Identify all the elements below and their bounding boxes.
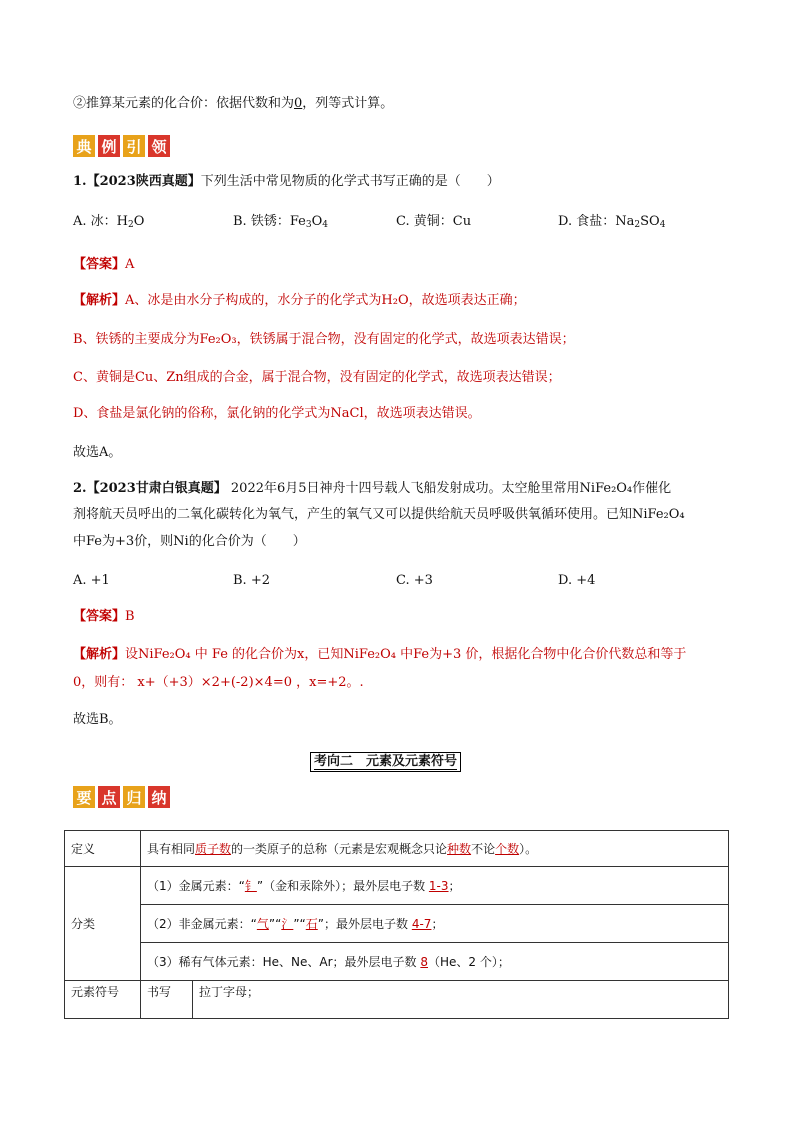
- q1-analysis-line: D、食盐是氯化钠的俗称，氯化钠的化学式为NaCl，故选项表达错误。: [73, 406, 481, 421]
- q2-stem-line: 中Fe为+3价，则Ni的化合价为（ ）: [73, 534, 306, 549]
- writing-label: 书写: [141, 981, 193, 1019]
- q2-conclusion: 故选B。: [73, 712, 122, 727]
- banner-typical-examples: [73, 135, 170, 157]
- q1-stem: 1.【2023陕西真题】下列生活中常见物质的化学式书写正确的是（ ）: [73, 174, 500, 189]
- q1-answer: 【答案】A: [73, 257, 135, 272]
- q2-analysis-line: 0，则有： x+（+3）×2+(-2)×4=0 ，x=+2。.: [73, 675, 364, 690]
- q1-option-b: B. 铁锈：$Fe_3O_4$: [233, 214, 328, 230]
- banner-char: 纳: [148, 786, 170, 808]
- definition-label: 定义: [65, 831, 141, 867]
- table-row: [65, 981, 729, 1019]
- banner-char: 例: [98, 135, 120, 157]
- banner-char: 点: [98, 786, 120, 808]
- table-row: [65, 943, 729, 981]
- q1-analysis-line: C、黄铜是Cu、Zn组成的合金，属于混合物，没有固定的化学式，故选项表达错误；: [73, 370, 561, 385]
- q1-analysis-line: B、铁锈的主要成分为Fe₂O₃，铁锈属于混合物，没有固定的化学式，故选项表达错误；: [73, 332, 575, 347]
- q2-option-d: D. +4: [558, 573, 596, 588]
- category-label: 分类: [65, 867, 141, 981]
- banner-char: 要: [73, 786, 95, 808]
- q1-option-c: C. 黄铜：Cu: [396, 214, 472, 229]
- symbol-label: 元素符号: [65, 981, 141, 1019]
- q1-analysis-line: 【解析】A、冰是由水分子构成的，水分子的化学式为H₂O，故选项表达正确；: [73, 293, 526, 308]
- banner-key-points: [73, 786, 170, 808]
- banner-char: 典: [73, 135, 95, 157]
- q1-option-a: A. 冰：$H_2O$: [73, 214, 145, 230]
- banner-char: 归: [123, 786, 145, 808]
- q1-conclusion: 故选A。: [73, 445, 122, 460]
- q2-stem-line: 2.【2023甘肃白银真题】 2022年6月5日神舟十四号载人飞船发射成功。太空舱里常用NiFe₂O₄作催化: [73, 481, 672, 496]
- definition-cell: 具有相同质子数的一类原子的总称（元素是宏观概念只论种数不论个数）。: [141, 831, 729, 867]
- q2-analysis-line: 【解析】设NiFe₂O₄ 中 Fe 的化合价为x，已知NiFe₂O₄ 中Fe为+3 价，根据化合物中化合价代数总和等于: [73, 647, 687, 662]
- banner-char: 引: [123, 135, 145, 157]
- element-table: [64, 830, 729, 1019]
- table-row: [65, 831, 729, 867]
- table-row: [65, 905, 729, 943]
- q1-option-d: D. 食盐：$Na_2SO_4$: [558, 214, 666, 230]
- intro-line: ②推算某元素的化合价：依据代数和为0，列等式计算。: [73, 96, 394, 111]
- category-noble-gas: （3）稀有气体元素：He、Ne、Ar；最外层电子数 8（He、2 个）；: [141, 943, 729, 981]
- q2-stem-line: 剂将航天员呼出的二氧化碳转化为氧气，产生的氧气又可以提供给航天员呼吸供氧循环使用。已知NiFe₂O₄: [73, 507, 685, 522]
- table-row: [65, 867, 729, 905]
- section-title: 考向二 元素及元素符号: [310, 752, 461, 772]
- q2-option-a: A. +1: [73, 573, 110, 588]
- q2-answer: 【答案】B: [73, 609, 135, 624]
- category-metal: （1）金属元素：“钅”（金和汞除外）；最外层电子数 1-3；: [141, 867, 729, 905]
- writing-value: 拉丁字母；: [193, 981, 729, 1019]
- q2-option-c: C. +3: [396, 573, 433, 588]
- banner-char: 领: [148, 135, 170, 157]
- category-nonmetal: （2）非金属元素：“气”“氵”“石”；最外层电子数 4-7；: [141, 905, 729, 943]
- q2-option-b: B. +2: [233, 573, 270, 588]
